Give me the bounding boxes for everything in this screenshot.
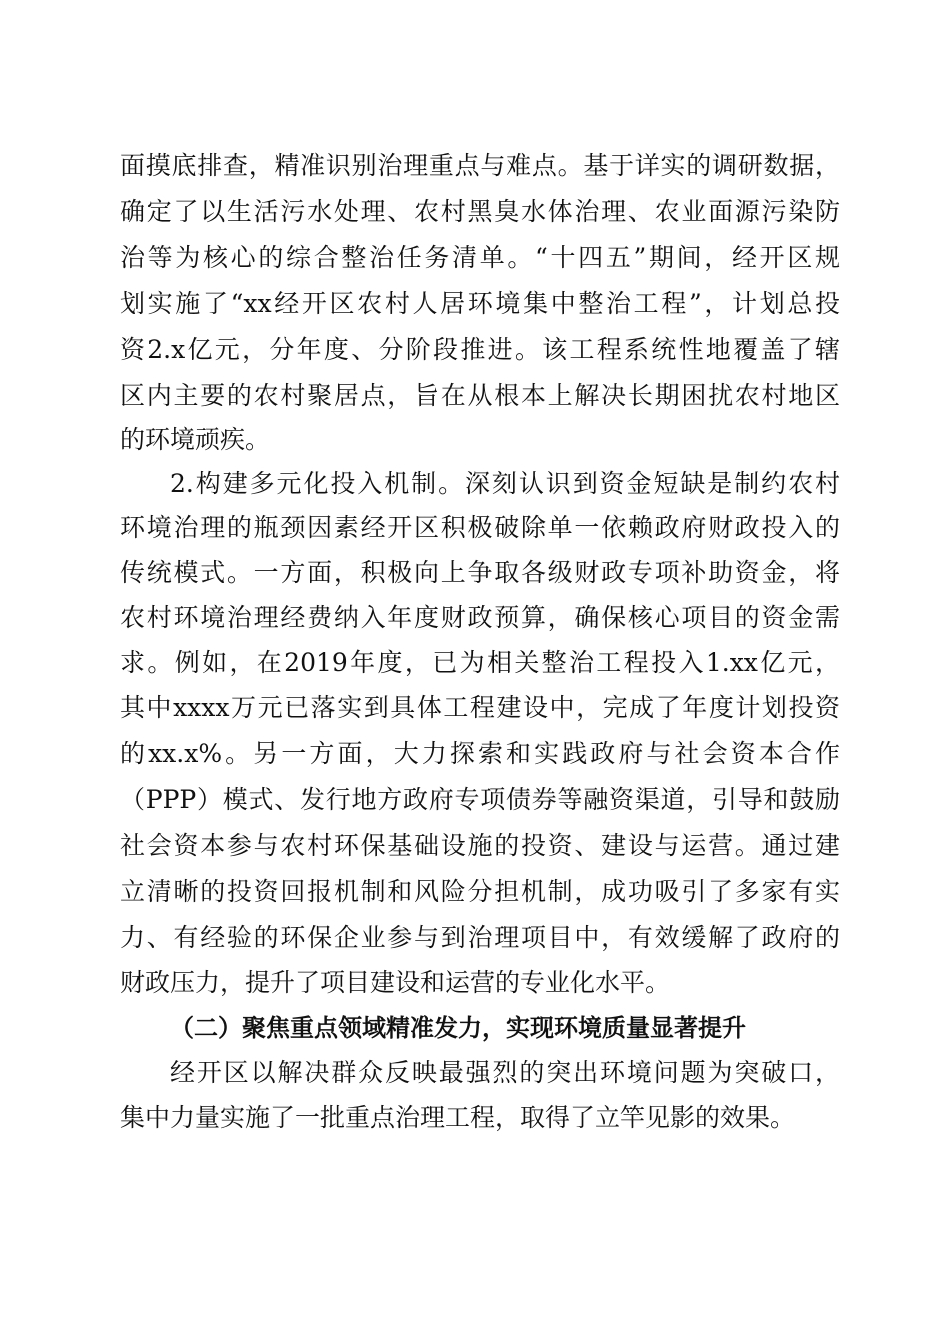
paragraph-line: 社会资本参与农村环保基础设施的投资、建设与运营。通过建 (120, 831, 840, 860)
paragraph-line: 经开区以解决群众反映最强烈的突出环境问题为突破口， (170, 1058, 840, 1087)
paragraph-line: 其中xxxx万元已落实到具体工程建设中，完成了年度计划投资 (120, 693, 840, 722)
paragraph-line: 的xx.x%。另一方面，大力探索和实践政府与社会资本合作 (120, 739, 840, 768)
paragraph-line: 农村环境治理经费纳入年度财政预算，确保核心项目的资金需 (120, 603, 840, 632)
paragraph-line: 立清晰的投资回报机制和风险分担机制，成功吸引了多家有实 (120, 877, 840, 906)
paragraph-line: 划实施了“xx经开区农村人居环境集中整治工程”，计划总投 (120, 289, 840, 318)
paragraph-line: 面摸底排查，精准识别治理重点与难点。基于详实的调研数据， (120, 151, 840, 180)
paragraph-line: 环境治理的瓶颈因素经开区积极破除单一依赖政府财政投入的 (120, 513, 840, 542)
paragraph-line: 集中力量实施了一批重点治理工程，取得了立竿见影的效果。 (120, 1103, 796, 1132)
paragraph-line: 传统模式。一方面，积极向上争取各级财政专项补助资金，将 (120, 558, 840, 587)
paragraph-line: 财政压力，提升了项目建设和运营的专业化水平。 (120, 968, 671, 997)
paragraph-line: （PPP）模式、发行地方政府专项债券等融资渠道，引导和鼓励 (120, 785, 840, 814)
paragraph-line: 资2.x亿元，分年度、分阶段推进。该工程系统性地覆盖了辖 (120, 335, 840, 364)
paragraph-line: 力、有经验的环保企业参与到治理项目中，有效缓解了政府的 (120, 923, 840, 952)
paragraph-line: 的环境顽疾。 (120, 425, 271, 454)
paragraph-line: 确定了以生活污水处理、农村黑臭水体治理、农业面源污染防 (120, 197, 840, 226)
paragraph-line: 治等为核心的综合整治任务清单。“十四五”期间，经开区规 (120, 243, 840, 272)
paragraph-line: 区内主要的农村聚居点，旨在从根本上解决长期困扰农村地区 (120, 381, 840, 410)
section-heading: （二）聚焦重点领域精准发力，实现环境质量显著提升 (170, 1014, 746, 1042)
paragraph-line: 求。例如，在2019年度，已为相关整治工程投入1.xx亿元， (120, 648, 840, 677)
paragraph-line: 2.构建多元化投入机制。深刻认识到资金短缺是制约农村 (170, 469, 840, 498)
